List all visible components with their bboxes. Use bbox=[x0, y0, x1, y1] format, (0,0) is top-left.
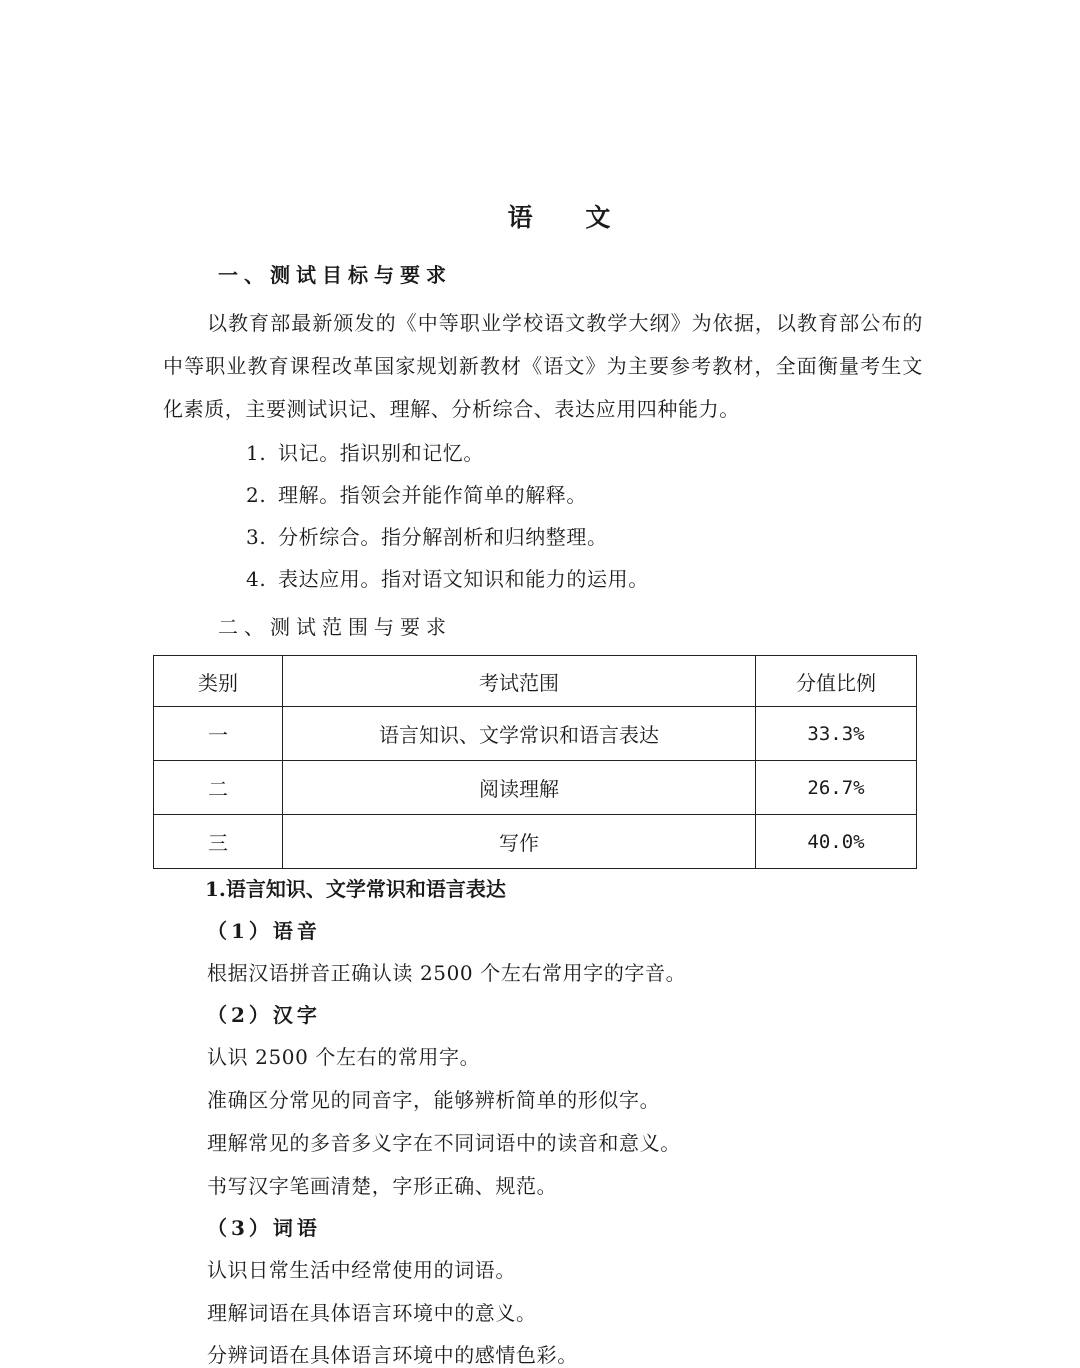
list-item-text: 分析综合。指分解剖析和归纳整理。 bbox=[278, 525, 608, 549]
list-item bbox=[246, 521, 608, 550]
body-line: 理解常见的多音多义字在不同词语中的读音和意义。 bbox=[207, 1131, 681, 1155]
table-cell-scope: 语言知识、文学常识和语言表达 bbox=[283, 707, 756, 761]
body-line: 准确区分常见的同音字，能够辨析简单的形似字。 bbox=[207, 1088, 661, 1112]
page-title: 语 文 bbox=[507, 203, 633, 232]
table-cell-ratio: 40.0% bbox=[756, 815, 917, 869]
list-item-text: 识记。指识别和记忆。 bbox=[278, 441, 484, 465]
subsection-heading-phonetics: （1）语音 bbox=[207, 919, 321, 943]
table-cell-category: 三 bbox=[154, 815, 283, 869]
table-row bbox=[154, 815, 917, 869]
subsection-heading-characters: （2）汉字 bbox=[207, 1003, 321, 1027]
table-cell-ratio: 26.7% bbox=[756, 761, 917, 815]
body-line: 根据汉语拼音正确认读 2500 个左右常用字的字音。 bbox=[207, 961, 687, 985]
part1-heading: 1.语言知识、文学常识和语言表达 bbox=[205, 877, 506, 901]
body-line: 理解词语在具体语言环境中的意义。 bbox=[207, 1301, 537, 1325]
list-item bbox=[246, 437, 484, 466]
list-item-text: 表达应用。指对语文知识和能力的运用。 bbox=[278, 567, 649, 591]
list-item-number: 3. bbox=[246, 525, 267, 549]
table-row bbox=[154, 761, 917, 815]
section-heading-scope: 二、测试范围与要求 bbox=[218, 615, 452, 639]
table-header-cell: 类别 bbox=[154, 656, 283, 707]
table-header-cell: 考试范围 bbox=[283, 656, 756, 707]
intro-paragraph: 以教育部最新颁发的《中等职业学校语文教学大纲》为依据，以教育部公布的中等职业教育课程改革国家规划新教材《语文》为主要参考教材，全面衡量考生文化素质，主要测试识记、理解、分析综合、表达应用四种能力。 bbox=[163, 311, 923, 421]
body-line: 认识日常生活中经常使用的词语。 bbox=[207, 1258, 516, 1282]
list-item-number: 4. bbox=[246, 567, 267, 591]
table-header-cell: 分值比例 bbox=[756, 656, 917, 707]
list-item bbox=[246, 563, 649, 592]
table-cell-category: 二 bbox=[154, 761, 283, 815]
table-row bbox=[154, 707, 917, 761]
list-item-text: 理解。指领会并能作简单的解释。 bbox=[278, 483, 587, 507]
table-cell-scope: 写作 bbox=[283, 815, 756, 869]
table-header-row bbox=[154, 656, 917, 707]
score-table bbox=[153, 655, 917, 869]
body-line: 分辨词语在具体语言环境中的感情色彩。 bbox=[207, 1343, 578, 1367]
table-cell-category: 一 bbox=[154, 707, 283, 761]
body-line: 认识 2500 个左右的常用字。 bbox=[207, 1045, 481, 1069]
table-cell-scope: 阅读理解 bbox=[283, 761, 756, 815]
list-item bbox=[246, 479, 587, 508]
section-heading-goals: 一、测试目标与要求 bbox=[218, 263, 452, 287]
list-item-number: 2. bbox=[246, 483, 267, 507]
body-line: 书写汉字笔画清楚，字形正确、规范。 bbox=[207, 1174, 558, 1198]
subsection-heading-words: （3）词语 bbox=[207, 1216, 321, 1240]
list-item-number: 1. bbox=[246, 441, 267, 465]
table-cell-ratio: 33.3% bbox=[756, 707, 917, 761]
